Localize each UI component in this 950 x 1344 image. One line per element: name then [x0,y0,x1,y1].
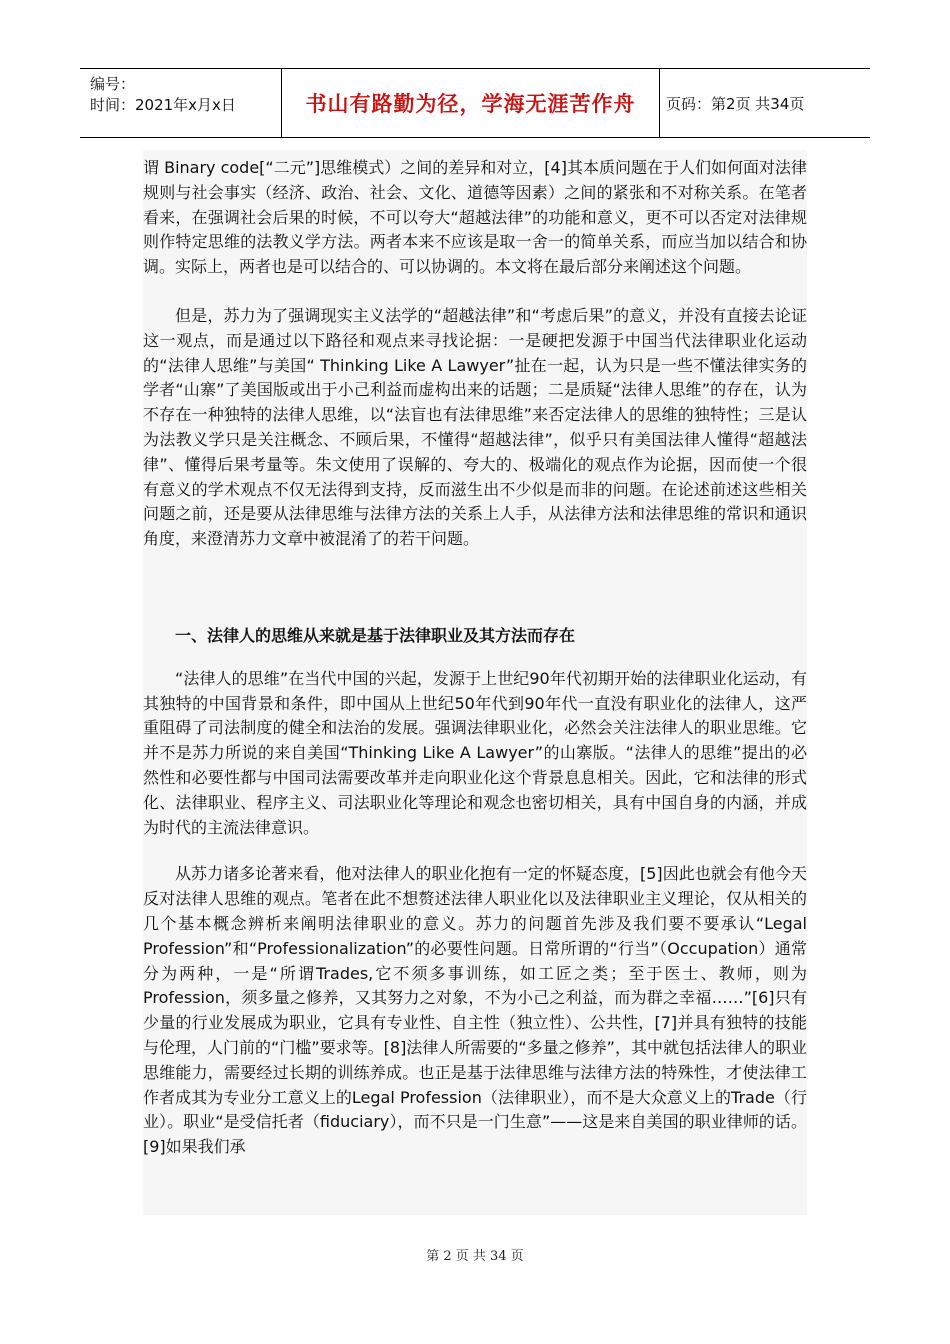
document-body [143,156,807,1160]
paragraph-4: 从苏力诸多论著来看，他对法律人的职业化抱有一定的怀疑态度，[5]因此也就会有他今天反对法律人思维的观点。笔者在此不想赘述法律人职业化以及法律职业主义理论，仅从相关的几个基本概念辨析来阐明法律职业的意义。苏力的问题首先涉及我们要不要承认“Legal Profession”和“Professionalization”的必要性问题。日常所谓的“行当”（Occupation）通常分为两种，一是“所谓Trades,它不须多事训练，如工匠之类；至于医士、教师，则为Profession，须多量之修养，又其努力之对象，不为小己之利益，而为群之幸福……”[6]只有少量的行业发展成为职业，它具有专业性、自主性（独立性）、公共性，[7]并具有独特的技能与伦理，人门前的“门槛”要求等。[8]法律人所需要的“多量之修养”，其中就包括法律人的职业思维能力，需要经过长期的训练养成。也正是基于法律思维与法律方法的特殊性，才使法律工作者成其为专业分工意义上的Legal Profession（法律职业），而不是大众意义上的Trade（行业）。职业“是受信托者（fiduciary），而不只是一门生意”——这是来自美国的职业律师的话。[9]如果我们承 [143,864,807,1157]
header-motto: 书山有路勤为径，学海无涯苦作舟 [282,69,660,137]
paragraph-3: “法律人的思维”在当代中国的兴起，发源于上世纪90年代初期开始的法律职业化运动，有其独特的中国背景和条件，即中国从上世纪50年代到90年代一直没有职业化的法律人，这严重阻碍了司法制度的健全和法治的发展。强调法律职业化，必然会关注法律人的职业思维。它并不是苏力所说的来自美国“Thinking Like A Lawyer”的山寨版。“法律人的思维”提出的必然性和必要性都与中国司法需要改革并走向职业化这个背景息息相关。因此，它和法律的形式化、法律职业、程序主义、司法职业化等理论和观念也密切相关，具有中国自身的内涵，并成为时代的主流法律意识。 [143,668,807,837]
page-footer: 第 2 页 共 34 页 [426,1249,524,1264]
paragraph-1: 谓 Binary code[“二元”]思维模式）之间的差异和对立，[4]其本质问题在于人们如何面对法律规则与社会事实（经济、政治、社会、文化、道德等因素）之间的紧张和不对称关系。在笔者看来，在强调社会后果的时候，不可以夸大“超越法律”的功能和意义，更不可以否定对法律规则作特定思维的法教义学方法。两者本来不应该是取一舍一的简单关系，而应当加以结合和协调。实际上，两者也是可以结合的、可以协调的。本文将在最后部分来阐述这个问题。 [143,158,807,277]
page-header [80,68,870,138]
section-heading: 一、法律人的思维从来就是基于法律职业及其方法而存在 [175,625,576,645]
document-number-label: 编号： [90,75,136,93]
header-page-label: 页码：第2页 共34页 [666,94,805,113]
header-meta [80,69,282,137]
paragraph-2: 但是，苏力为了强调现实主义法学的“超越法律”和“考虑后果”的意义，并没有直接去论证这一观点，而是通过以下路径和观点来寻找论据：一是硬把发源于中国当代法律职业化运动的“法律人思维”与美国“ Thinking Like A Lawyer”扯在一起，认为只是一些不懂法律实务的学者“山寨”了美国版或出于小己利益而虚构出来的话题；二是质疑“法律人思维”的存在，认为不存在一种独特的法律人思维，以“法盲也有法律思维”来否定法律人的思维的独特性；三是认为法教义学只是关注概念、不顾后果，不懂得“超越法律”，似乎只有美国法律人懂得“超越法律”、懂得后果考量等。朱文使用了误解的、夸大的、极端化的观点作为论据，因而使一个很有意义的学术观点不仅无法得到支持，反而滋生出不少似是而非的问题。在论述前述这些相关问题之前，还是要从法律思维与法律方法的关系上人手，从法律方法和法律思维的常识和通识角度，来澄清苏力文章中被混淆了的若干问题。 [143,305,807,549]
document-time-label: 时间：2021年x月x日 [90,96,236,114]
